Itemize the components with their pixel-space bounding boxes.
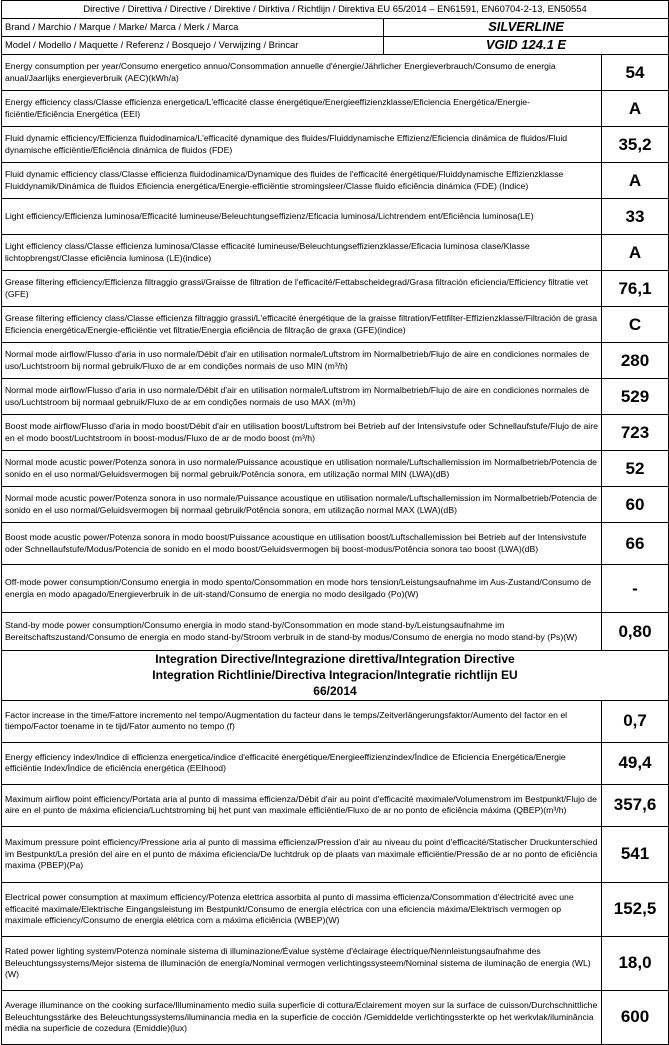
model-label: Model / Modello / Maquette / Referenz / Bosquejo / Verwijzing / Brincar	[2, 37, 384, 55]
row-desc: Light efficiency/Efficienza luminosa/Efficacité lumineuse/Beleuchtungseffizienz/Eficacia luminosa/Lichtrendem ent/Eficiência luminosa(LE)	[2, 199, 602, 235]
integration-row-desc: Maximum airflow point efficiency/Portata aria al punto di massima efficienza/Débit d'air au point d'efficacité maximale/Volumenstrom im Bestpunkt/Flujo de aire en el punto de máxima eficiencia/Luchtstroming bij het punt van maximale efficiëntie/Fluxo de ar no ponto de eficiência máxima (QBEP)(m³/h)	[2, 784, 602, 826]
integration-row-value: 600	[602, 990, 669, 1044]
brand-value: SILVERLINE	[384, 19, 669, 37]
model-value: VGID 124.1 E	[384, 37, 669, 55]
row-value: A	[602, 163, 669, 199]
row-value: 52	[602, 451, 669, 487]
row-desc: Normal mode acustic power/Potenza sonora in uso normale/Puissance acoustique en utilisation normale/Luftschallemission im Normalbetrieb/Potencia de sonido en el uso normal/Geluidsvermogen bij normaal gebruik/Potência sonora, em utilização normal MAX (LWA)(dB)	[2, 487, 602, 523]
row-value: A	[602, 235, 669, 271]
row-value: 280	[602, 343, 669, 379]
row-desc: Energy efficiency class/Classe efficienza energetica/L'efficacité classe énergétique/Energieeffizienzklasse/Eficiencia Energética/Energie-ficiëntie/Eficiência Energética (EEI)	[2, 91, 602, 127]
row-desc: Energy consumption per year/Consumo energetico annuo/Consommation annuelle d'énergie/Jährlicher Energieverbrauch/Consumo de energia anual/Jaarlijks energieverbruik (AEC)(kWh/a)	[2, 55, 602, 91]
directive-header: Directive / Direttiva / Directive / Direktive / Dirktiva / Richtlijn / Direktiva EU 65/2014 – EN61591, EN60704-2-13, EN50554	[2, 1, 669, 19]
row-desc: Normal mode airflow/Flusso d'aria in uso normale/Débit d'air en utilisation normale/Luftstrom im Normalbetrieb/Flujo de aire en condiciones normales de uso/Luchtstroom bij normaal gebruik/Fluxo de ar em condições normais de uso MAX (m³/h)	[2, 379, 602, 415]
row-desc: Boost mode acustic power/Potenza sonora in modo boost/Puissance acoustique en utilisation boost/Luftschallemission bei Betrieb auf der Intensivstufe oder Schnellaufstufe/Modus/Potencia de sonido en el modo boost/Geluidsvermogen bij boost-modus/Potência sonora tao boost (LWA)(dB)	[2, 523, 602, 565]
row-desc: Off-mode power consumption/Consumo energia in modo spento/Consommation en mode hors tension/Leistungsaufnahme im Aus-Zustand/Consumo de energia en modo apagado/Energieverbruik in de uit-stand/Consumo de energia no modo desilgado (Po)(W)	[2, 565, 602, 613]
product-fiche	[1, 0, 668, 1045]
row-desc: Stand-by mode power consumption/Consumo energia in modo stand-by/Consommation en mode stand-by/Leistungsaufnahme im Bereitschaftszustand/Consumo de energia en modo stand-by/Stroom verbruik in de stand-by modus/Consumo de energia no modo stand-by (Ps)(W)	[2, 613, 602, 651]
row-desc: Grease filtering efficiency class/Classe efficienza filtraggio grassi/L'efficacité énergétique de la graisse filtration/Fettfilter-Effizienzklasse/Filtración de grasa Eficiencia energética/Energie-efficiëntie vet filtratie/Energia eficiência de filtração de graxa (GFE)(indice)	[2, 307, 602, 343]
row-desc: Normal mode acustic power/Potenza sonora in uso normale/Puissance acoustique en utilisation normale/Luftschallemission im Normalbetrieb/Potencia de sonido en el uso normal/Geluidsvermogen bij normal gebruik/Potência sonora, em utilização normal MIN (LWA)(dB)	[2, 451, 602, 487]
row-desc: Normal mode airflow/Flusso d'aria in uso normale/Débit d'air en utilisation normale/Luftstrom im Normalbetrieb/Flujo de aire en condiciones normales de uso/Luchtstroom bij normal gebruik/Fluxo de ar em condições normais de uso MIN (m³/h)	[2, 343, 602, 379]
fiche-table	[1, 0, 669, 1045]
row-desc: Light efficiency class/Classe efficienza luminosa/Classe efficacité lumineuse/Beleuchtungseffizienzklasse/Eficacia luminosa clase/Klasse lichtopbrengst/Classe eficiência luminosa (LE)(indice)	[2, 235, 602, 271]
row-value: A	[602, 91, 669, 127]
integration-row-value: 541	[602, 826, 669, 882]
integration-row-value: 357,6	[602, 784, 669, 826]
row-value: -	[602, 565, 669, 613]
row-value: 54	[602, 55, 669, 91]
integration-row-desc: Factor increase in the time/Fattore incremento nel tempo/Augmentation du facteur dans le temps/Zeitverlängerungsfaktor/Aumento del factor en el tiempo/Factor toename in te tijd/Fator aumento no tempo (f)	[2, 700, 602, 742]
row-desc: Fluid dynamic efficiency class/Classe efficienza fluidodinamica/Dynamique des fluides de l'efficacité énergétique/Fluiddynamische Effizienzklasse Fluiddynamik/Dinámica de fluidos Eficiencia energética/Energie-efficiëntie stromingsleer/Classe fluido eficiência dinámica (FDE) (Indice)	[2, 163, 602, 199]
row-value: 76,1	[602, 271, 669, 307]
integration-row-value: 49,4	[602, 742, 669, 784]
row-value: 529	[602, 379, 669, 415]
row-value: C	[602, 307, 669, 343]
row-value: 66	[602, 523, 669, 565]
row-value: 723	[602, 415, 669, 451]
integration-row-value: 152,5	[602, 882, 669, 936]
row-desc: Fluid dynamic efficiency/Efficienza fluidodinamica/L'efficacité dynamique des fluides/Fluiddynamische Effizienz/Eficiencia dinámica de fluidos/Fluid dynamische efficiëntie/Eficiência dinámica de fluidos (FDE)	[2, 127, 602, 163]
row-value: 60	[602, 487, 669, 523]
integration-directive-heading	[2, 651, 669, 701]
row-value: 0,80	[602, 613, 669, 651]
row-value: 33	[602, 199, 669, 235]
integration-row-value: 18,0	[602, 936, 669, 990]
integration-row-desc: Average illuminance on the cooking surface/Illuminamento medio suila superficie di cottura/Eclairement moyen sur la surface de cuisson/Durchschnittliche Beleuchtungsstärke des Beleuchtungssystems/iluminancia media en la superficie de cocción /Gemiddelde verlichtingssterkte op het werkvlak/iluminância média na superficie de cozedura (Emiddle)(lux)	[2, 990, 602, 1044]
row-value: 35,2	[602, 127, 669, 163]
integration-row-desc: Energy efficiency index/Indice di efficienza energetica/indice d'efficacité énergétique/Energieeffizienzindex/Índice de Eficiencia Energética/Energie efficiëntie Index/Índice de eficiência energética (EEIhood)	[2, 742, 602, 784]
row-desc: Grease filtering efficiency/Efficienza filtraggio grassi/Graisse de filtration de l'efficacité/Fettabscheidegrad/Grasa filtración eficiencia/Efficiency filtratie vet (GFE)	[2, 271, 602, 307]
integration-row-value: 0,7	[602, 700, 669, 742]
integration-row-desc: Rated power lighting system/Potenza nominale sistema di illuminazione/Évalue système d'éclairage électrique/Nennleistungsaufnahme des Beleuchtungssystems/Mejor sistema de illuminación de energía/Nominal vermogen verlichtingssysteem/Nominal sistema de iluminação de energia (WL)(W)	[2, 936, 602, 990]
brand-label: Brand / Marchio / Marque / Marke/ Marca / Merk / Marca	[2, 19, 384, 37]
row-desc: Boost mode airflow/Flusso d'aria in modo boost/Débit d'air en utilisation boost/Luftstrom bei Betrieb auf der Intensivstufe oder Schnellaufstufe/Flujo de aire en el modo boost/Luchtstroom in boost-modus/Fluxo de ar de modo boost (m³/h)	[2, 415, 602, 451]
integration-row-desc: Maximum pressure point efficiency/Pressione aria al punto di massima efficienza/Pression d'air au niveau du point d'efficacité/Statischer Druckunterschied im Bestpunkt/La presión del aire en el punto de máxima eficiencia/De luchtdruk op de plaats van maximale efficiëntie/Pressão de ar no ponto de eficiência maxima (PBEP)(Pa)	[2, 826, 602, 882]
integration-row-desc: Electrical power consumption at maximum efficiency/Potenza elettrica assorbita al punto di massima efficienza/Consommation d'électricité avec une efficacité maximale/Elektrische Eingangsleistung im Bestpunkt/Consumo de energía eléctrica con una eficiencia máxima/Elektrisch vermogen op maximale efficiency/Consumo de energia elétrica com a máxima eficiência (WBEP)(W)	[2, 882, 602, 936]
integration-heading-text: Integration Directive/Integrazione direttiva/Integration Directive Integration Richtlinie/Directiva Integracion/Integratie richtlijn EU 66/2014	[152, 652, 518, 699]
